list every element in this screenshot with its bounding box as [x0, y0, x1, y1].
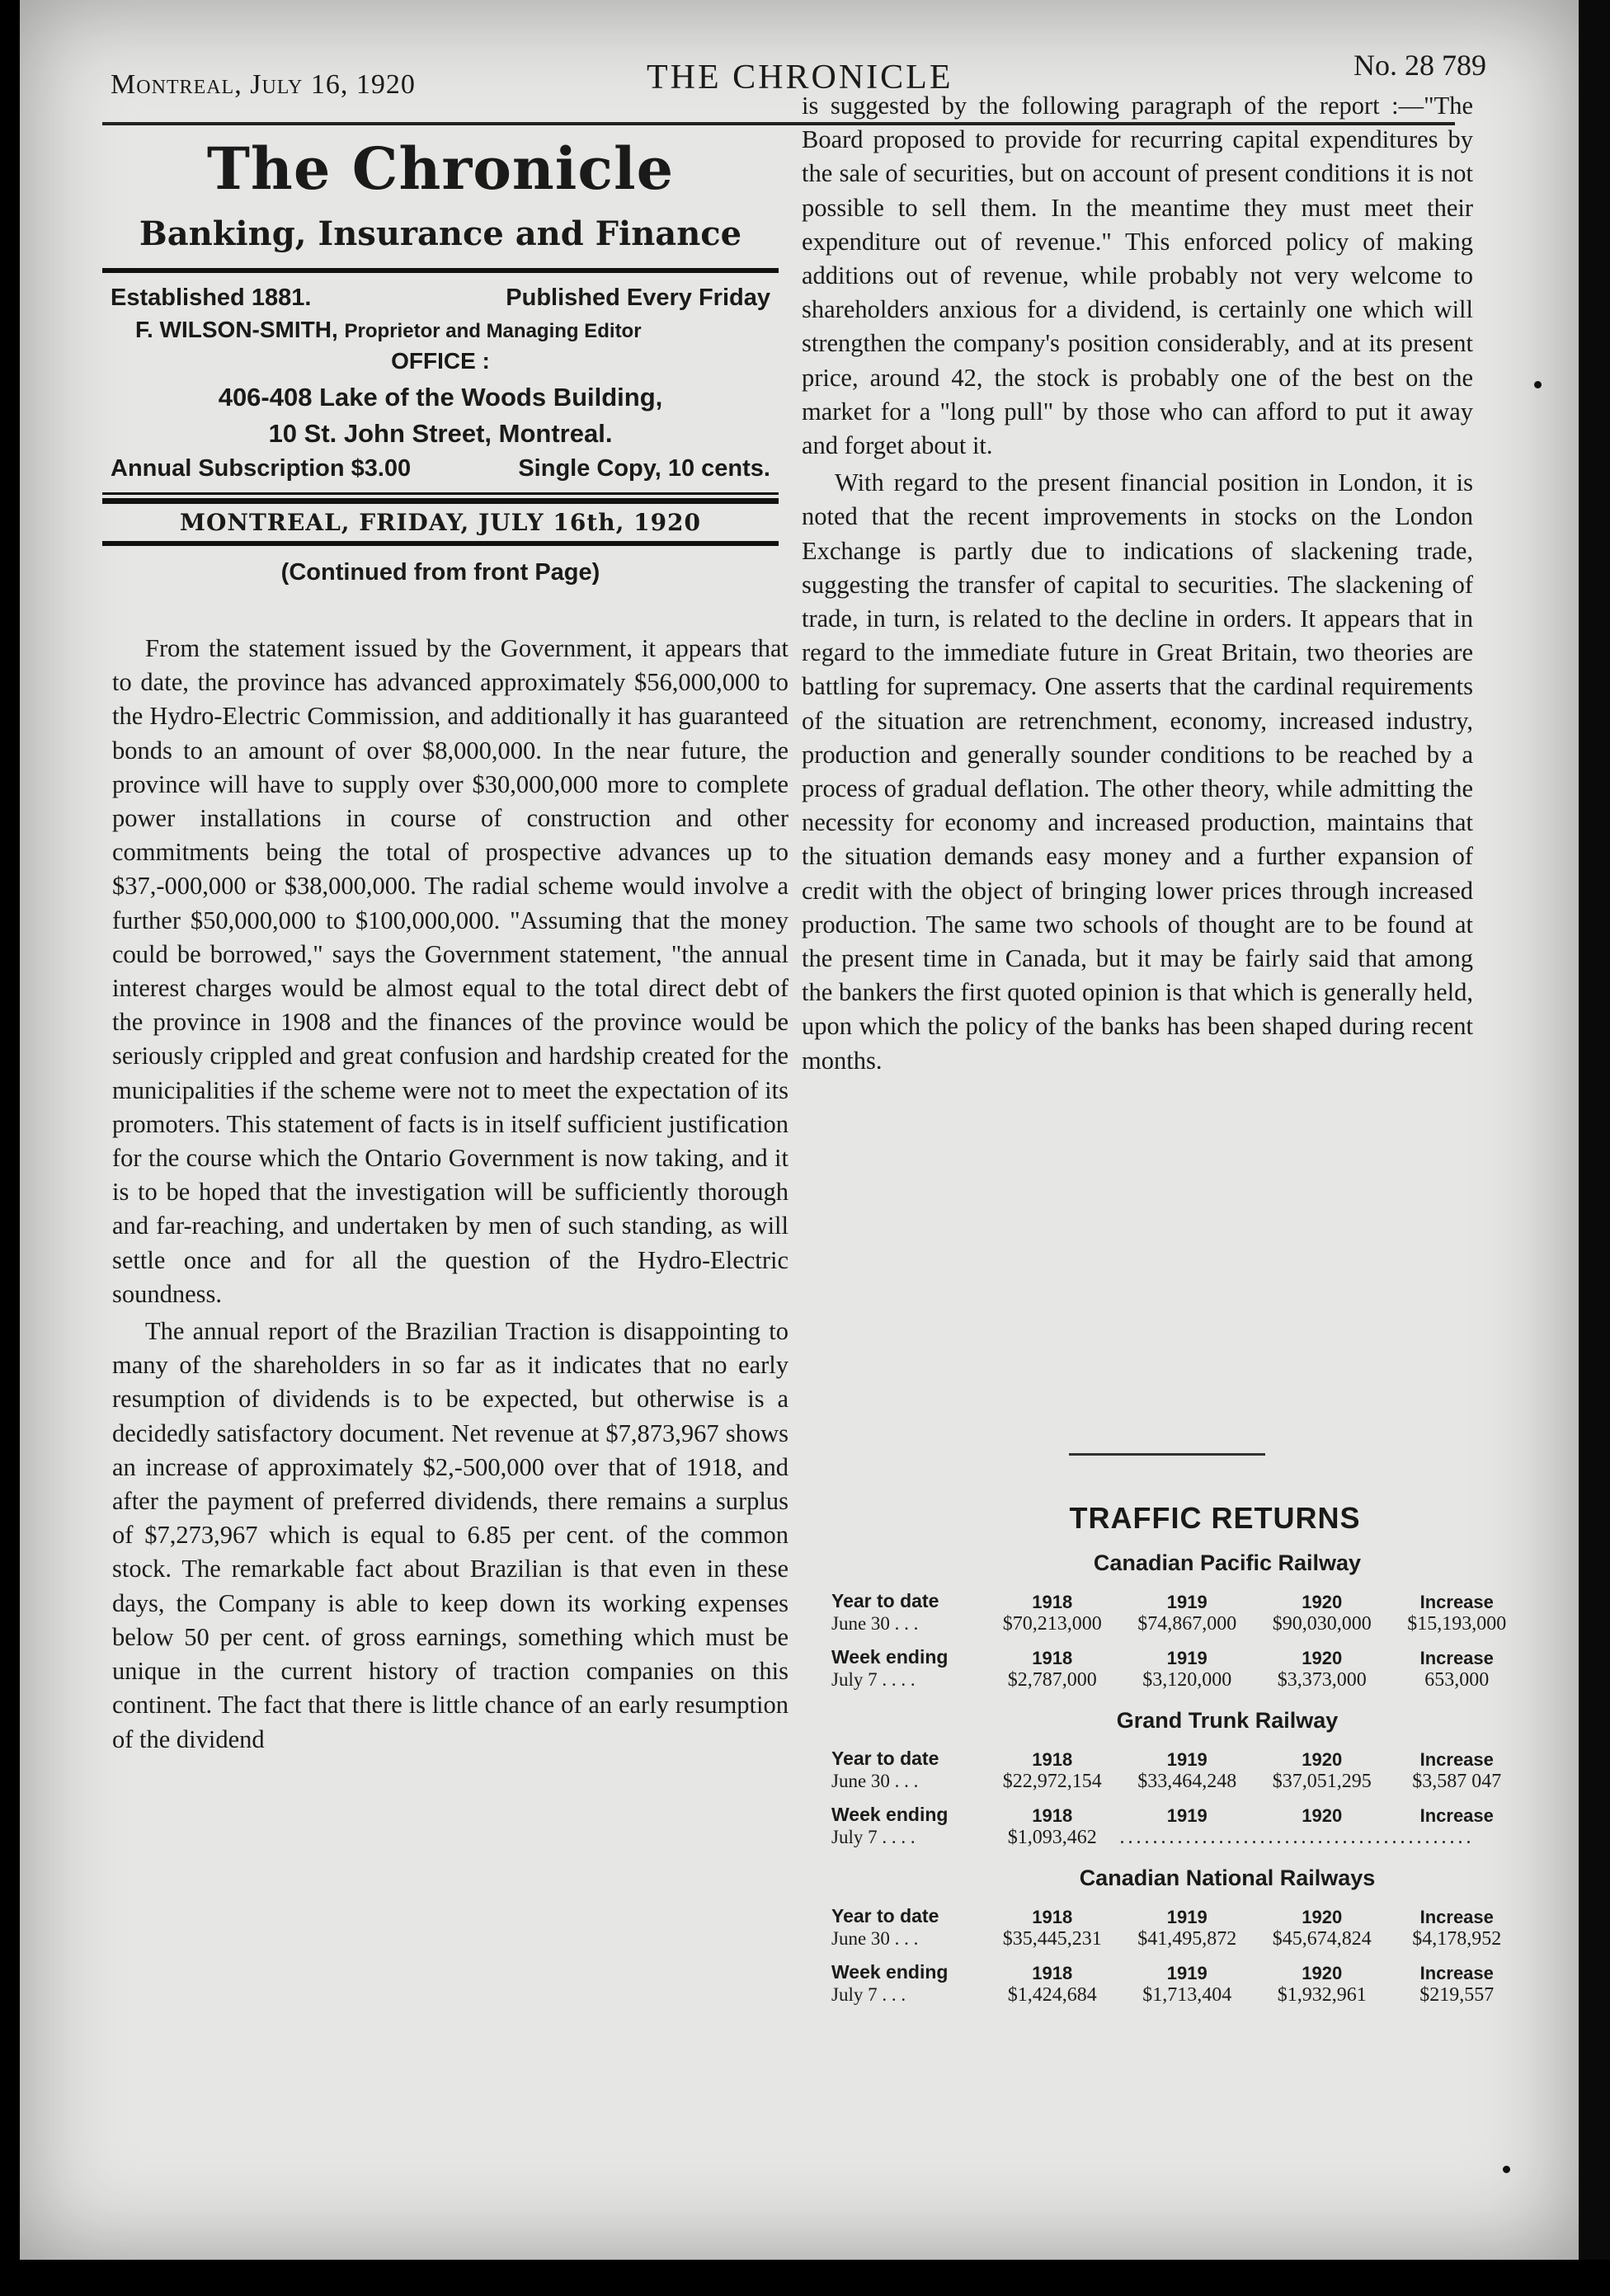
- annual-subscription: Annual Subscription $3.00: [111, 455, 412, 482]
- year-headers: [985, 1963, 1524, 1984]
- year-header: 1920: [1302, 1907, 1343, 1927]
- figure-value: $1,932,961: [1277, 1984, 1367, 2006]
- figure-value: $70,213,000: [1002, 1613, 1102, 1635]
- year-header: Increase: [1419, 1907, 1494, 1927]
- newspaper-page: [20, 0, 1579, 2260]
- year-header: Increase: [1419, 1749, 1494, 1770]
- single-copy-price: Single Copy, 10 cents.: [518, 455, 770, 482]
- figure-value: $3,373,000: [1277, 1669, 1367, 1691]
- year-header: 1918: [1032, 1648, 1073, 1668]
- figure-value: ...........................................: [1119, 1827, 1475, 1848]
- section-divider: [1069, 1453, 1265, 1456]
- scan-edge-bottom: [0, 2260, 1610, 2296]
- railway-list: [831, 1550, 1524, 2018]
- header-issue-page: No. 28 789: [1353, 49, 1486, 82]
- year-header: 1920: [1302, 1805, 1343, 1826]
- figures-block: [985, 1907, 1524, 1950]
- period-label: [831, 1803, 985, 1849]
- figure-value: $2,787,000: [1007, 1669, 1097, 1691]
- figure-values: [985, 1669, 1524, 1691]
- year-header: 1919: [1166, 1749, 1208, 1770]
- scan-speck: [1503, 2166, 1510, 2173]
- figure-value: $3,120,000: [1142, 1669, 1232, 1691]
- figures-block: [985, 1963, 1524, 2007]
- railway-name: Grand Trunk Railway: [1116, 1708, 1339, 1733]
- period-label-text: Week ending: [831, 1804, 949, 1825]
- figure-value: $74,867,000: [1137, 1613, 1237, 1635]
- published-text: Published Every Friday: [506, 285, 770, 311]
- right-column-article: [802, 89, 1473, 1078]
- figure-value: $35,445,231: [1002, 1928, 1102, 1950]
- period-date-text: July 7 . . .: [831, 1984, 906, 2005]
- figure-value: $22,972,154: [1002, 1771, 1102, 1792]
- figure-values: [985, 1928, 1524, 1950]
- editor-line: [135, 317, 746, 343]
- figure-value: $45,674,824: [1272, 1928, 1372, 1950]
- period-label-text: Week ending: [831, 1961, 949, 1983]
- brazilian-traction-paragraph: The annual report of the Brazilian Traction is disappointing to many of the shareholders in so far as it indicates that no early resumption of dividends is to be expected, but otherwise is a decidedly satisfactory document. Net revenue at $7,873,967 shows an increase of approximately $2,-500,000 over that of 1918, and after the payment of preferred dividends, there remains a surplus of $7,273,967 which is equal to 6.85 per cent. of the common stock. The remarkable fact about Brazilian is that even in these days, the Company is able to keep down its working expenses below 50 per cent. of gross earnings, something which must be unique in the current history of traction companies on this continent. The fact that there is little chance of an early resumption of the dividend: [112, 1317, 789, 1753]
- year-header: 1920: [1302, 1592, 1343, 1612]
- period-label-text: Week ending: [831, 1646, 949, 1668]
- year-header: Increase: [1419, 1805, 1494, 1826]
- year-headers: [985, 1648, 1524, 1669]
- year-header: Increase: [1419, 1963, 1494, 1983]
- period-label: [831, 1747, 985, 1793]
- figure-value: $1,093,462: [1007, 1827, 1097, 1848]
- figure-value: $90,030,000: [1272, 1613, 1372, 1635]
- established-text: Established 1881.: [111, 285, 312, 311]
- period-label: [831, 1904, 985, 1950]
- masthead-subtitle: Banking, Insurance and Finance: [139, 214, 742, 253]
- period-label: [831, 1645, 985, 1691]
- figure-value: $1,713,404: [1142, 1984, 1232, 2006]
- figures-block: [985, 1805, 1524, 1849]
- header-publication: THE CHRONICLE: [647, 59, 953, 96]
- year-headers: [985, 1749, 1524, 1771]
- figure-value: $4,178,952: [1412, 1928, 1502, 1950]
- figure-value: $219,557: [1419, 1984, 1495, 2006]
- masthead-rule: [102, 268, 779, 273]
- year-headers: [985, 1907, 1524, 1928]
- year-headers: [985, 1805, 1524, 1827]
- office-address-line1: 406-408 Lake of the Woods Building,: [218, 383, 663, 412]
- year-header: 1918: [1032, 1907, 1073, 1927]
- year-header: 1919: [1166, 1963, 1208, 1983]
- period-date-text: July 7 . . . .: [831, 1669, 916, 1690]
- masthead-established-row: [111, 285, 770, 312]
- year-header: Increase: [1419, 1592, 1494, 1612]
- header-dateline: Montreal, July 16, 1920: [111, 69, 416, 100]
- figures-block: [985, 1648, 1524, 1691]
- editor-role: Proprietor and Managing Editor: [344, 320, 642, 342]
- figure-value: 653,000: [1424, 1669, 1490, 1691]
- railway-spacer: [831, 1691, 1524, 1703]
- london-finance-paragraph: With regard to the present financial position in London, it is noted that the recent improvements in stocks on the London Exchange is partly due to indications of slackening trade, suggesting the transfer of capital to securities. The slackening of trade, in turn, is related to the decline in orders. It appears that in regard to the immediate future in Great Britain, two theories are battling for supremacy. One asserts that the cardinal requirements of the situation are retrenchment, economy, increased industry, production and generally sounder conditions to be reached by a process of gradual deflation. The other theory, while admitting the necessity for economy and increased production, maintains that the situation demands easy money and a further expansion of credit with the object of bringing lower prices through increased production. The same two schools of thought are to be found at the present time in Canada, but it may be fairly said that among the bankers the first quoted opinion is that which is generally held, upon which the policy of the banks has been shaped during recent months.: [802, 468, 1473, 1075]
- figure-values: [985, 1613, 1524, 1635]
- year-headers: [985, 1592, 1524, 1613]
- period-date-text: June 30 . . .: [831, 1613, 919, 1634]
- week-ending-row: [831, 1793, 1524, 1849]
- figures-block: [985, 1749, 1524, 1793]
- period-label-text: Year to date: [831, 1590, 939, 1611]
- period-date-text: June 30 . . .: [831, 1771, 919, 1791]
- figure-value: $41,495,872: [1137, 1928, 1237, 1950]
- railway-name: Canadian National Railways: [1079, 1866, 1376, 1890]
- figure-value: $3,587 047: [1412, 1771, 1502, 1792]
- masthead-double-rule: [102, 492, 779, 504]
- office-label: OFFICE :: [391, 348, 490, 374]
- year-header: 1918: [1032, 1592, 1073, 1612]
- period-date-text: June 30 . . .: [831, 1928, 919, 1949]
- year-header: 1918: [1032, 1749, 1073, 1770]
- year-to-date-row: [831, 1579, 1524, 1635]
- scan-edge-right: [1579, 0, 1610, 2296]
- figure-values: [985, 1827, 1524, 1849]
- year-header: 1919: [1166, 1805, 1208, 1826]
- year-header: 1919: [1166, 1592, 1208, 1612]
- period-label: [831, 1960, 985, 2007]
- figure-values: [985, 1984, 1524, 2007]
- year-header: Increase: [1419, 1648, 1494, 1668]
- scan-speck: [1534, 381, 1542, 388]
- period-date-text: July 7 . . . .: [831, 1827, 916, 1847]
- figures-block: [985, 1592, 1524, 1635]
- year-header: 1918: [1032, 1805, 1073, 1826]
- figure-values: [985, 1771, 1524, 1793]
- masthead-title: The Chronicle: [206, 134, 675, 203]
- date-rule: [102, 541, 779, 546]
- railway-name: Canadian Pacific Railway: [1093, 1550, 1362, 1575]
- period-label-text: Year to date: [831, 1905, 939, 1927]
- masthead: [102, 132, 779, 603]
- year-header: 1920: [1302, 1648, 1343, 1668]
- year-to-date-row: [831, 1737, 1524, 1793]
- year-header: 1919: [1166, 1907, 1208, 1927]
- period-label-text: Year to date: [831, 1748, 939, 1769]
- figure-value: $33,464,248: [1137, 1771, 1237, 1792]
- year-to-date-row: [831, 1894, 1524, 1950]
- scan-edge-left: [0, 0, 20, 2296]
- year-header: 1918: [1032, 1963, 1073, 1983]
- figure-value: $37,051,295: [1272, 1771, 1372, 1792]
- left-column-article: [112, 632, 789, 1757]
- editor-name: F. WILSON-SMITH,: [135, 317, 338, 342]
- week-ending-row: [831, 1950, 1524, 2007]
- office-address-line2: 10 St. John Street, Montreal.: [268, 419, 613, 448]
- figure-value: $15,193,000: [1407, 1613, 1507, 1635]
- railway-spacer: [831, 2007, 1524, 2018]
- subscription-row: [111, 455, 770, 482]
- continued-note: (Continued from front Page): [280, 559, 600, 586]
- hydro-electric-paragraph: From the statement issued by the Government, it appears that to date, the province has advanced approximately $56,000,000 to the Hydro-Electric Commission, and additionally it has guaranteed bonds to an amount of over $8,000,000. In the near future, the province will have to supply over $30,000,000 more to complete power installations in course of construction and other commitments being the total of prospective advances up to $37,-000,000 or $38,000,000. The radial scheme would involve a further $50,000,000 to $100,000,000. "Assuming that the money could be borrowed," says the Government statement, "the annual interest charges would be almost equal to the total direct debt of the province in 1908 and the finances of the province would be seriously crippled and great confusion and hardship created for the municipalities if the scheme were not to meet the expectation of its promoters. This statement of facts is in itself sufficient justification for the course which the Ontario Government is now taking, and it is to be hoped that the investigation will be sufficiently thorough and far-reaching, and undertaken by men of such standing, as will settle once and for all the question of the Hydro-Electric soundness.: [112, 634, 789, 1308]
- week-ending-row: [831, 1635, 1524, 1691]
- traffic-returns-title: TRAFFIC RETURNS: [1069, 1501, 1361, 1535]
- year-header: 1920: [1302, 1963, 1343, 1983]
- traffic-returns: [831, 1501, 1524, 2018]
- year-header: 1920: [1302, 1749, 1343, 1770]
- figure-value: $1,424,684: [1007, 1984, 1097, 2006]
- brazilian-continued-paragraph: is suggested by the following paragraph of the report :—"The Board proposed to provide for recurring capital expenditures by the sale of securities, but on account of present conditions it is not possible to sell them. In the meantime they must meet their expenditure out of revenue." This enforced policy of making additions out of revenue, while probably not very welcome to shareholders anxious for a dividend, is certainly one which will strengthen the company's position considerably, and at its present price, around 42, the stock is probably one of the best on the market for a "long pull" by those who can afford to put it away and forget about it.: [802, 92, 1473, 460]
- year-header: 1919: [1166, 1648, 1208, 1668]
- issue-date: MONTREAL, FRIDAY, JULY 16th, 1920: [179, 509, 702, 536]
- period-label: [831, 1589, 985, 1635]
- railway-spacer: [831, 1849, 1524, 1861]
